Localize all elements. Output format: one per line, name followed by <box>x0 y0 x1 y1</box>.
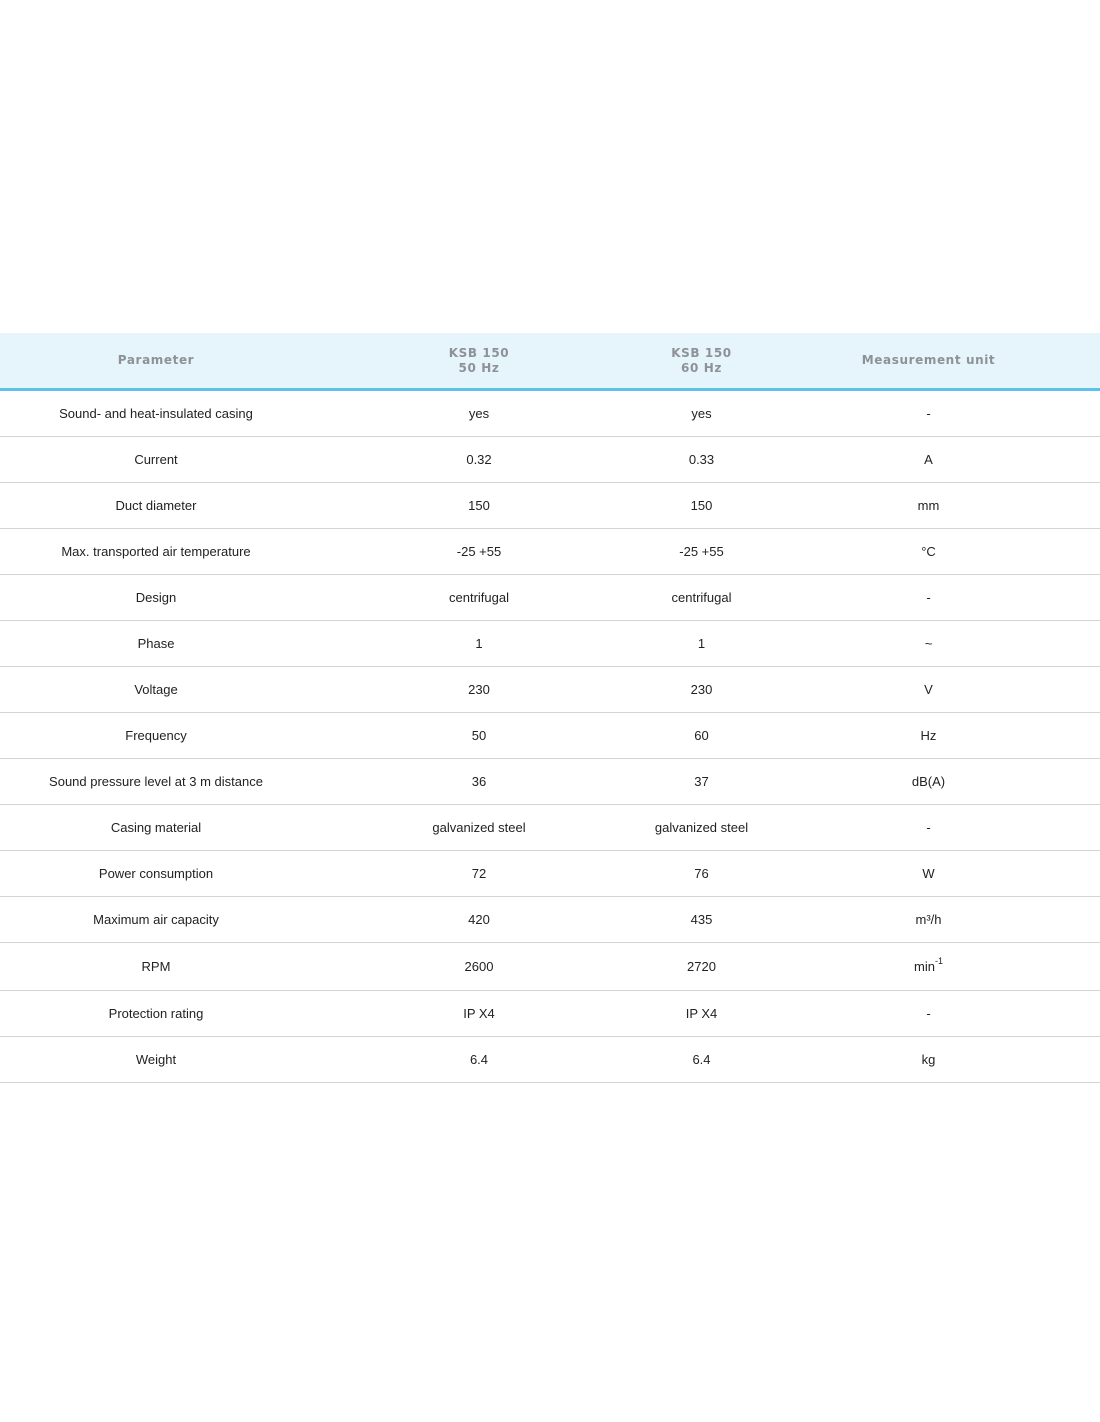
value-60hz-cell: 76 <box>646 851 757 897</box>
value-60hz-cell: yes <box>646 390 757 437</box>
unit-cell <box>757 1037 1100 1083</box>
header-ksb150-60hz-model: KSB 150 <box>671 345 732 360</box>
unit-text: Hz <box>920 728 937 743</box>
value-60hz-cell: 2720 <box>646 943 757 991</box>
value-60hz-cell: centrifugal <box>646 575 757 621</box>
parameter-cell: Weight <box>0 1037 312 1083</box>
table-row <box>0 667 1100 713</box>
unit-text: mm <box>917 498 940 513</box>
header-ksb150-60hz <box>646 333 757 390</box>
unit-cell <box>757 667 1100 713</box>
value-60hz-cell: 60 <box>646 713 757 759</box>
value-60hz-cell: 150 <box>646 483 757 529</box>
table-row <box>0 713 1100 759</box>
value-50hz-cell: -25 +55 <box>312 529 646 575</box>
value-60hz-cell: 37 <box>646 759 757 805</box>
table-row <box>0 897 1100 943</box>
value-50hz-cell: 36 <box>312 759 646 805</box>
value-60hz-cell: IP X4 <box>646 991 757 1037</box>
unit-text: V <box>924 682 933 697</box>
value-50hz-cell: 50 <box>312 713 646 759</box>
table-body <box>0 390 1100 1083</box>
unit-text: A <box>924 452 933 467</box>
header-ksb150-50hz <box>312 333 646 390</box>
unit-text: - <box>926 406 931 421</box>
parameter-cell: Sound- and heat-insulated casing <box>0 390 312 437</box>
value-60hz-cell: 230 <box>646 667 757 713</box>
value-50hz-cell: 2600 <box>312 943 646 991</box>
value-50hz-cell: 72 <box>312 851 646 897</box>
value-60hz-cell: 0.33 <box>646 437 757 483</box>
value-50hz-cell: 150 <box>312 483 646 529</box>
unit-cell <box>757 943 1100 991</box>
parameter-cell: Maximum air capacity <box>0 897 312 943</box>
value-50hz-cell: 0.32 <box>312 437 646 483</box>
table-row <box>0 483 1100 529</box>
unit-superscript: -1 <box>934 956 943 966</box>
table-row <box>0 529 1100 575</box>
unit-cell <box>757 529 1100 575</box>
header-parameter: Parameter <box>0 333 312 390</box>
header-ksb150-50hz-model: KSB 150 <box>448 345 510 360</box>
parameter-cell: Casing material <box>0 805 312 851</box>
unit-cell <box>757 390 1100 437</box>
parameter-cell: Sound pressure level at 3 m distance <box>0 759 312 805</box>
unit-text: - <box>926 1006 931 1021</box>
table-row <box>0 943 1100 991</box>
table-row <box>0 805 1100 851</box>
header-row <box>0 333 1100 390</box>
value-50hz-cell: yes <box>312 390 646 437</box>
unit-cell <box>757 621 1100 667</box>
value-50hz-cell: IP X4 <box>312 991 646 1037</box>
unit-text: m³/h <box>915 912 942 927</box>
unit-cell <box>757 759 1100 805</box>
value-50hz-cell: 1 <box>312 621 646 667</box>
parameter-cell: Current <box>0 437 312 483</box>
parameter-cell: Phase <box>0 621 312 667</box>
table-row <box>0 851 1100 897</box>
unit-text: ~ <box>924 636 933 651</box>
unit-text: - <box>926 820 931 835</box>
unit-text: kg <box>921 1052 936 1067</box>
value-50hz-cell: 420 <box>312 897 646 943</box>
specifications-table <box>0 333 1100 1083</box>
unit-cell <box>757 437 1100 483</box>
parameter-cell: RPM <box>0 943 312 991</box>
unit-cell <box>757 805 1100 851</box>
parameter-cell: Max. transported air temperature <box>0 529 312 575</box>
header-ksb150-60hz-frequency: 60 Hz <box>681 360 722 375</box>
value-60hz-cell: 1 <box>646 621 757 667</box>
value-60hz-cell: 6.4 <box>646 1037 757 1083</box>
parameter-cell: Duct diameter <box>0 483 312 529</box>
parameter-cell: Frequency <box>0 713 312 759</box>
value-60hz-cell: -25 +55 <box>646 529 757 575</box>
unit-cell <box>757 897 1100 943</box>
unit-text: W <box>922 866 935 881</box>
table-row <box>0 390 1100 437</box>
parameter-cell: Voltage <box>0 667 312 713</box>
value-50hz-cell: 6.4 <box>312 1037 646 1083</box>
unit-cell <box>757 851 1100 897</box>
unit-text: - <box>926 590 931 605</box>
table-row <box>0 759 1100 805</box>
header-ksb150-50hz-frequency: 50 Hz <box>458 360 500 375</box>
unit-cell <box>757 991 1100 1037</box>
table-row <box>0 575 1100 621</box>
parameter-cell: Power consumption <box>0 851 312 897</box>
table-row <box>0 1037 1100 1083</box>
unit-cell <box>757 575 1100 621</box>
unit-text: dB(A) <box>911 774 946 789</box>
unit-text: °C <box>921 544 936 559</box>
table-row <box>0 437 1100 483</box>
parameter-cell: Protection rating <box>0 991 312 1037</box>
value-60hz-cell: 435 <box>646 897 757 943</box>
header-measurement-unit: Measurement unit <box>757 333 1100 390</box>
table-row <box>0 991 1100 1037</box>
value-50hz-cell: centrifugal <box>312 575 646 621</box>
unit-cell <box>757 483 1100 529</box>
value-60hz-cell: galvanized steel <box>646 805 757 851</box>
unit-cell <box>757 713 1100 759</box>
table-row <box>0 621 1100 667</box>
value-50hz-cell: galvanized steel <box>312 805 646 851</box>
value-50hz-cell: 230 <box>312 667 646 713</box>
parameter-cell: Design <box>0 575 312 621</box>
unit-text: min <box>914 959 935 974</box>
table-header <box>0 333 1100 390</box>
